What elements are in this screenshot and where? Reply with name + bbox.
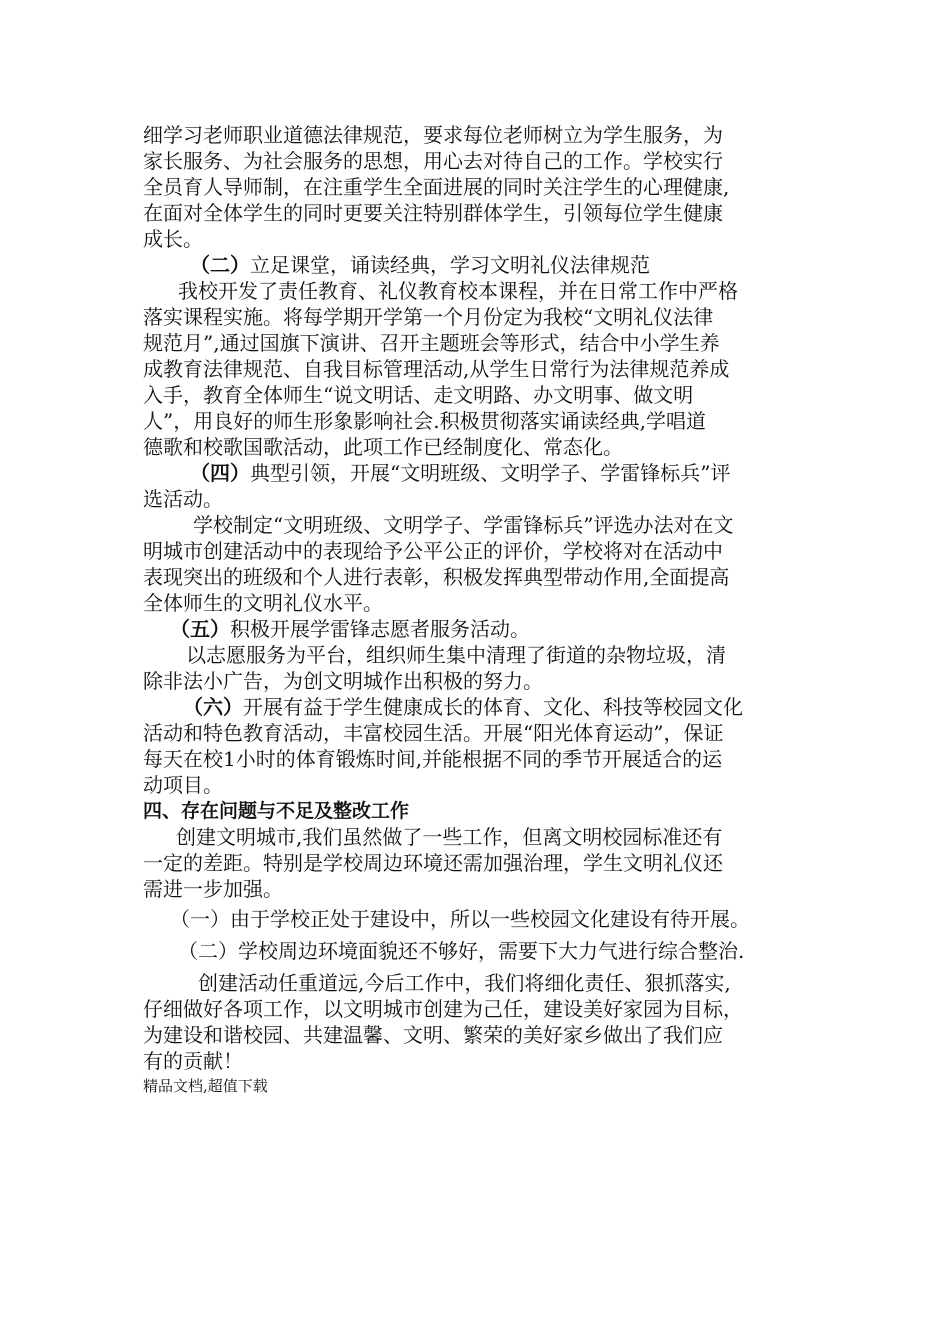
section-heading-5 bbox=[170, 616, 530, 642]
footer-note: 精品文档,超值下载 bbox=[143, 1077, 268, 1095]
paragraph-line: 创建活动任重道远,今后工作中，我们将细化责任、狠抓落实, bbox=[198, 971, 731, 995]
section-title: 立足课堂，诵读经典，学习文明礼仪法律规范 bbox=[250, 253, 650, 277]
paragraph-line: 成教育法律规范、自我目标管理活动,从学生日常行为法律规范养成 bbox=[143, 357, 730, 381]
paragraph-line: 仔细做好各项工作，以文明城市创建为己任，建设美好家园为目标， bbox=[143, 997, 743, 1021]
section-heading-4 bbox=[190, 460, 730, 486]
paragraph-line: 德歌和校歌国歌活动，此项工作已经制度化、常态化。 bbox=[143, 435, 623, 459]
section-title: 典型引领，开展“文明班级、文明学子、学雷锋标兵”评 bbox=[250, 461, 731, 485]
section-title: 开展有益于学生健康成长的体育、文化、科技等校园文化 bbox=[243, 695, 743, 719]
section-number: （四） bbox=[190, 461, 250, 485]
section-heading-6 bbox=[183, 694, 743, 720]
section-title: 积极开展学雷锋志愿者服务活动。 bbox=[230, 617, 530, 641]
paragraph-line: 明城市创建活动中的表现给予公平公正的评价，学校将对在活动中 bbox=[143, 539, 723, 563]
paragraph-line: 在面对全体学生的同时更要关注特别群体学生，引领每位学生健康 bbox=[143, 201, 723, 225]
paragraph-line: 我校开发了责任教育、礼仪教育校本课程，并在日常工作中严格 bbox=[178, 279, 738, 303]
paragraph-line: 全体师生的文明礼仪水平。 bbox=[143, 591, 383, 615]
paragraph-line: 成长。 bbox=[143, 227, 203, 251]
paragraph-line: 选活动。 bbox=[143, 487, 223, 511]
section-heading-2 bbox=[190, 252, 650, 278]
chapter-heading: 四、存在问题与不足及整改工作 bbox=[143, 800, 410, 822]
paragraph-line: 以志愿服务为平台，组织师生集中清理了街道的杂物垃圾，清 bbox=[186, 643, 726, 667]
paragraph-line: 有的贡献！ bbox=[143, 1049, 243, 1073]
paragraph-line: 一定的差距。特别是学校周边环境还需加强治理，学生文明礼仪还 bbox=[143, 851, 723, 875]
list-item: （一）由于学校正处于建设中，所以一些校园文化建设有待开展。 bbox=[170, 907, 750, 931]
section-number: （六） bbox=[183, 695, 243, 719]
paragraph-line: 细学习老师职业道德法律规范，要求每位老师树立为学生服务，为 bbox=[143, 123, 723, 147]
paragraph-line: 动项目。 bbox=[143, 773, 223, 797]
paragraph-line: 规范月”,通过国旗下演讲、召开主题班会等形式，结合中小学生养 bbox=[143, 331, 720, 355]
paragraph-line: 需进一步加强。 bbox=[143, 877, 283, 901]
paragraph-line: 人”，用良好的师生形象影响社会.积极贯彻落实诵读经典,学唱道 bbox=[143, 409, 706, 433]
paragraph-line: 活动和特色教育活动，丰富校园生活。开展“阳光体育运动”，保证 bbox=[143, 721, 724, 745]
paragraph-line: 创建文明城市,我们虽然做了一些工作，但离文明校园标准还有 bbox=[176, 825, 723, 849]
paragraph-line: 除非法小广告，为创文明城作出积极的努力。 bbox=[143, 669, 543, 693]
paragraph-line: 学校制定“文明班级、文明学子、学雷锋标兵”评选办法对在文 bbox=[193, 513, 734, 537]
paragraph-line: 家长服务、为社会服务的思想，用心去对待自己的工作。学校实行 bbox=[143, 149, 723, 173]
paragraph-line: 落实课程实施。将每学期开学第一个月份定为我校“文明礼仪法律 bbox=[143, 305, 714, 329]
paragraph-line: 全员育人导师制，在注重学生全面进展的同时关注学生的心理健康, bbox=[143, 175, 730, 199]
section-number: （二） bbox=[190, 253, 250, 277]
paragraph-line: 为建设和谐校园、共建温馨、文明、繁荣的美好家乡做出了我们应 bbox=[143, 1023, 723, 1047]
section-number: （五） bbox=[170, 617, 230, 641]
paragraph-line: 表现突出的班级和个人进行表彰，积极发挥典型带动作用,全面提高 bbox=[143, 565, 730, 589]
paragraph-line: 每天在校1小时的体育锻炼时间,并能根据不同的季节开展适合的运 bbox=[143, 747, 723, 771]
list-item: （二）学校周边环境面貌还不够好，需要下大力气进行综合整治. bbox=[178, 939, 745, 963]
paragraph-line: 入手，教育全体师生“说文明话、走文明路、办文明事、做文明 bbox=[143, 383, 694, 407]
